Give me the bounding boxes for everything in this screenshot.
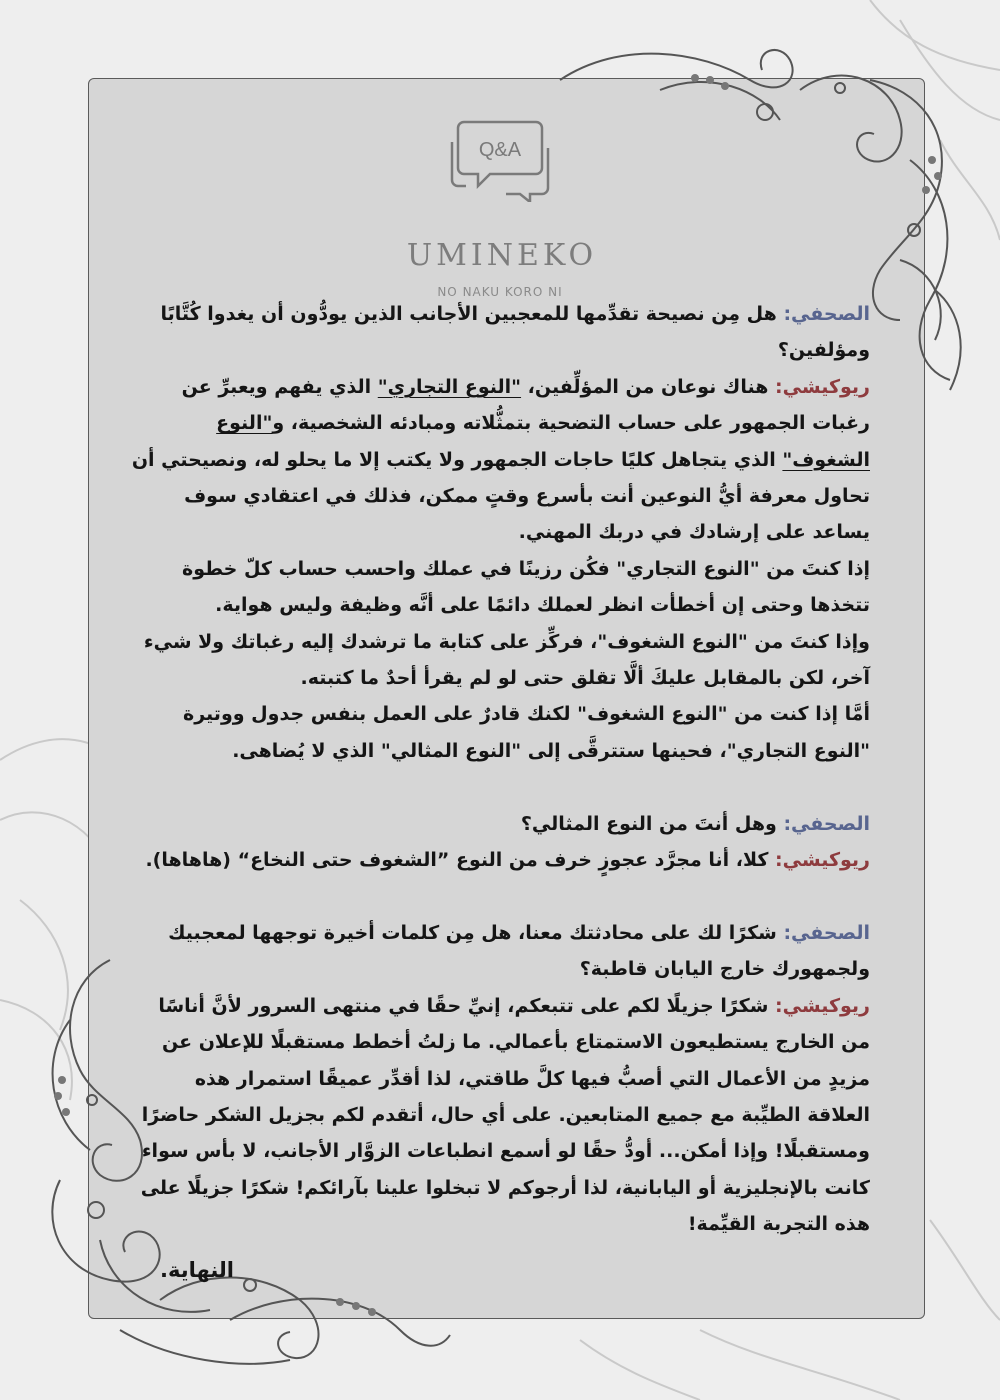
interview-text <box>130 296 870 1243</box>
answer-text: الذي يفهم ويعبرِّ عن رغبات الجمهور على حساب التضحية بتمثُّلاته ومبادئه الشخصية، و <box>181 375 870 435</box>
passionate-type-term: "النوع الشغوف" <box>216 412 870 471</box>
ending-text: النهاية. <box>160 1258 235 1282</box>
speaker-journalist: الصحفي: <box>783 303 870 325</box>
speaker-ryukishi: ريوكيشي: <box>775 849 870 872</box>
question-text: وهل أنتَ من النوع المثالي؟ <box>520 812 777 835</box>
answer-text: هناك نوعان من المؤلِّفين، <box>527 375 769 398</box>
question-text: شكرًا لك على محادثتك معنا، هل مِن كلمات أخيرة توجهها لمعجبيك ولجمهورك خارج اليابان قاطبة؟ <box>168 921 870 981</box>
logo-subtitle: NO NAKU KORO NI <box>437 285 563 299</box>
question-text: هل مِن نصيحة تقدِّمها للمعجبين الأجانب الذين يودُّون أن يغدوا كُتَّابًا ومؤلفين؟ <box>160 303 870 362</box>
logo-title: UMINEKO <box>406 238 598 273</box>
chat-bubbles-icon <box>450 118 550 202</box>
answer-1-paragraph-2: إذا كنتَ من "النوع التجاري" فكُن رزينًا في عملك واحسب حساب كلّ خطوة تتخذها وحتى إن أخطأت انظر لعملك دائمًا على أنَّه وظيفة وليس هواية. <box>182 557 870 617</box>
commercial-type-term: "النوع التجاري" <box>377 375 522 398</box>
question-2 <box>130 806 870 842</box>
speaker-ryukishi: ريوكيشي: <box>775 994 870 1017</box>
answer-3 <box>130 988 870 1243</box>
answer-1-paragraph-3: وإذا كنتَ من "النوع الشغوف"، فركِّز على كتابة ما ترشدك إليه رغباتك ولا شيء آخر، لكن بالمقابل عليكَ ألَّا تقلق حتى لو لم يقرأ أحدٌ ما كتبته. <box>143 630 870 690</box>
speaker-journalist: الصحفي: <box>783 921 870 944</box>
answer-text: كلا، أنا مجرَّد عجوزٍ خرف من النوع ”الشغوف حتى النخاع“ (هاهاها). <box>145 849 769 872</box>
speaker-ryukishi: ريوكيشي: <box>775 375 870 398</box>
answer-2 <box>130 842 870 878</box>
answer-text: الذي يتجاهل كليًا حاجات الجمهور ولا يكتب إلا ما يحلو له، ونصيحتي أن تحاول معرفة أيُّ النوعين أنت بأسرع وقتٍ ممكن، فذلك في اعتقادي سوف يساعد على إرشادك في دربك المهني. <box>131 448 870 544</box>
answer-1-paragraph-4: أمَّا إذا كنت من "النوع الشغوف" لكنك قادرٌ على العمل بنفس جدول ووتيرة "النوع التجاري"، فحينها ستترقَّى إلى "النوع المثالي" الذي لا يُضاهى. <box>183 703 870 762</box>
umineko-logo <box>0 118 1000 299</box>
question-1 <box>130 296 870 369</box>
qa-label: Q&A <box>478 139 522 161</box>
question-3 <box>130 915 870 988</box>
answer-1-paragraph-1 <box>130 369 870 551</box>
speaker-journalist: الصحفي: <box>783 812 870 835</box>
answer-text: شكرًا جزيلًا لكم على تتبعكم، إنيِّ حقًا في منتهى السرور لأنَّ أناسًا من الخارج يستطيعون الاستمتاع بأعمالي. ما زلتُ أخطط مستقبلًا للإعلان عن مزيدٍ من الأعمال التي أصبُّ فيها كلَّ طاقتي، لذا أقدِّر عميقًا استمرار هذه العلاقة الطيِّبة مع جميع المتابعين. على أي حال، أتقدم لكم بجزيل الشكر حاضرًا ومستقبلًا! وإذا أمكن... أودُّ حقًا لو أسمع انطباعات الزوَّار الأجانب، لا بأس سواء كانت بالإنجليزية أو اليابانية، لذا أرجوكم لا تبخلوا علينا بآرائكم! شكرًا جزيلًا على هذه التجربة القيِّمة! <box>140 994 870 1236</box>
